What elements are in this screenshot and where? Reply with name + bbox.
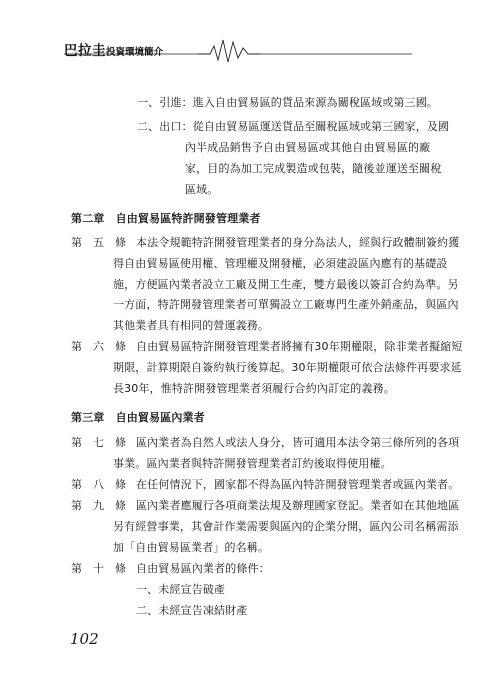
article-label: 第 九 條 xyxy=(71,499,126,512)
article-line: 加「自由貿易區業者」的名稱。 xyxy=(113,541,270,554)
article-label: 第 五 條 xyxy=(71,236,126,249)
article-label: 第 六 條 xyxy=(71,340,126,353)
article-line: 另有經營事業，其會計作業需要與區內的企業分開，區內公司名稱需添 xyxy=(113,520,459,533)
chapter-heading: 第三章 自由貿易區內業者 xyxy=(71,411,205,424)
item-line: 內半成品銷售予自由貿易區或其他自由貿易區的廠 xyxy=(185,141,431,154)
article-line: 得自由貿易區使用權、管理權及開發權，必須建設區內應有的基礎設 xyxy=(113,257,448,270)
article-line: 二、未經宣告凍結財產 xyxy=(136,604,248,617)
chapter-heading: 第二章 自由貿易區特許開發管理業者 xyxy=(71,212,261,225)
book-title: 巴拉圭 xyxy=(64,43,106,59)
article-line: 自由貿易區特許開發管理業者將擁有30年期權限，除非業者擬縮短 xyxy=(136,340,463,353)
article-line: 區內業者為自然人或法人身分，皆可適用本法令第三條所列的各項 xyxy=(136,436,460,449)
item-line: 家，目的為加工完成製造或包裝，隨後並運送至關稅 xyxy=(185,162,442,175)
article-line: 長30年，惟特許開發管理業者須履行合約內訂定的義務。 xyxy=(113,382,395,395)
article-line: 期限，計算期限自簽約執行後算起。30年期權限可依合法條件再要求延 xyxy=(113,361,462,374)
item-line: 二、出口：從自由貿易區運送貨品至關稅區域或第三國家，及國 xyxy=(137,120,450,133)
article-line: 事業。區內業者與特許開發管理業者訂約後取得使用權。 xyxy=(113,457,392,470)
article-label: 第 十 條 xyxy=(71,562,126,575)
article-label: 第 七 條 xyxy=(71,436,126,449)
article-line: 其他業者具有相同的營運義務。 xyxy=(113,319,270,332)
article-line: 一方面，特許開發管理業者可單獨設立工廠專門生產外銷產品，與區內 xyxy=(113,298,459,311)
running-header xyxy=(0,32,480,62)
article-line: 本法令規範特許開發管理業者的身分為法人，經與行政體制簽約獲 xyxy=(136,236,460,249)
item-line: 一、引進：進入自由貿易區的貨品來源為關稅區域或第三國。 xyxy=(137,96,439,109)
page-number: 102 xyxy=(70,630,99,648)
article-line: 在任何情況下，國家都不得為區內特許開發管理業者或區內業者。 xyxy=(136,478,460,491)
article-line: 自由貿易區內業者的條件： xyxy=(136,562,270,575)
article-line: 一、未經宣告破產 xyxy=(136,583,226,596)
article-line: 區內業者應履行各項商業法規及辦理國家登記。業者如在其他地區 xyxy=(136,499,460,512)
book-subtitle: 投資環境簡介 xyxy=(106,47,164,58)
article-line: 施，方便區內業者設立工廠及開工生產，雙方最後以簽訂合約為準。另 xyxy=(113,278,459,291)
article-label: 第 八 條 xyxy=(71,478,126,491)
item-line: 區域。 xyxy=(185,183,219,196)
header-title xyxy=(64,39,163,59)
